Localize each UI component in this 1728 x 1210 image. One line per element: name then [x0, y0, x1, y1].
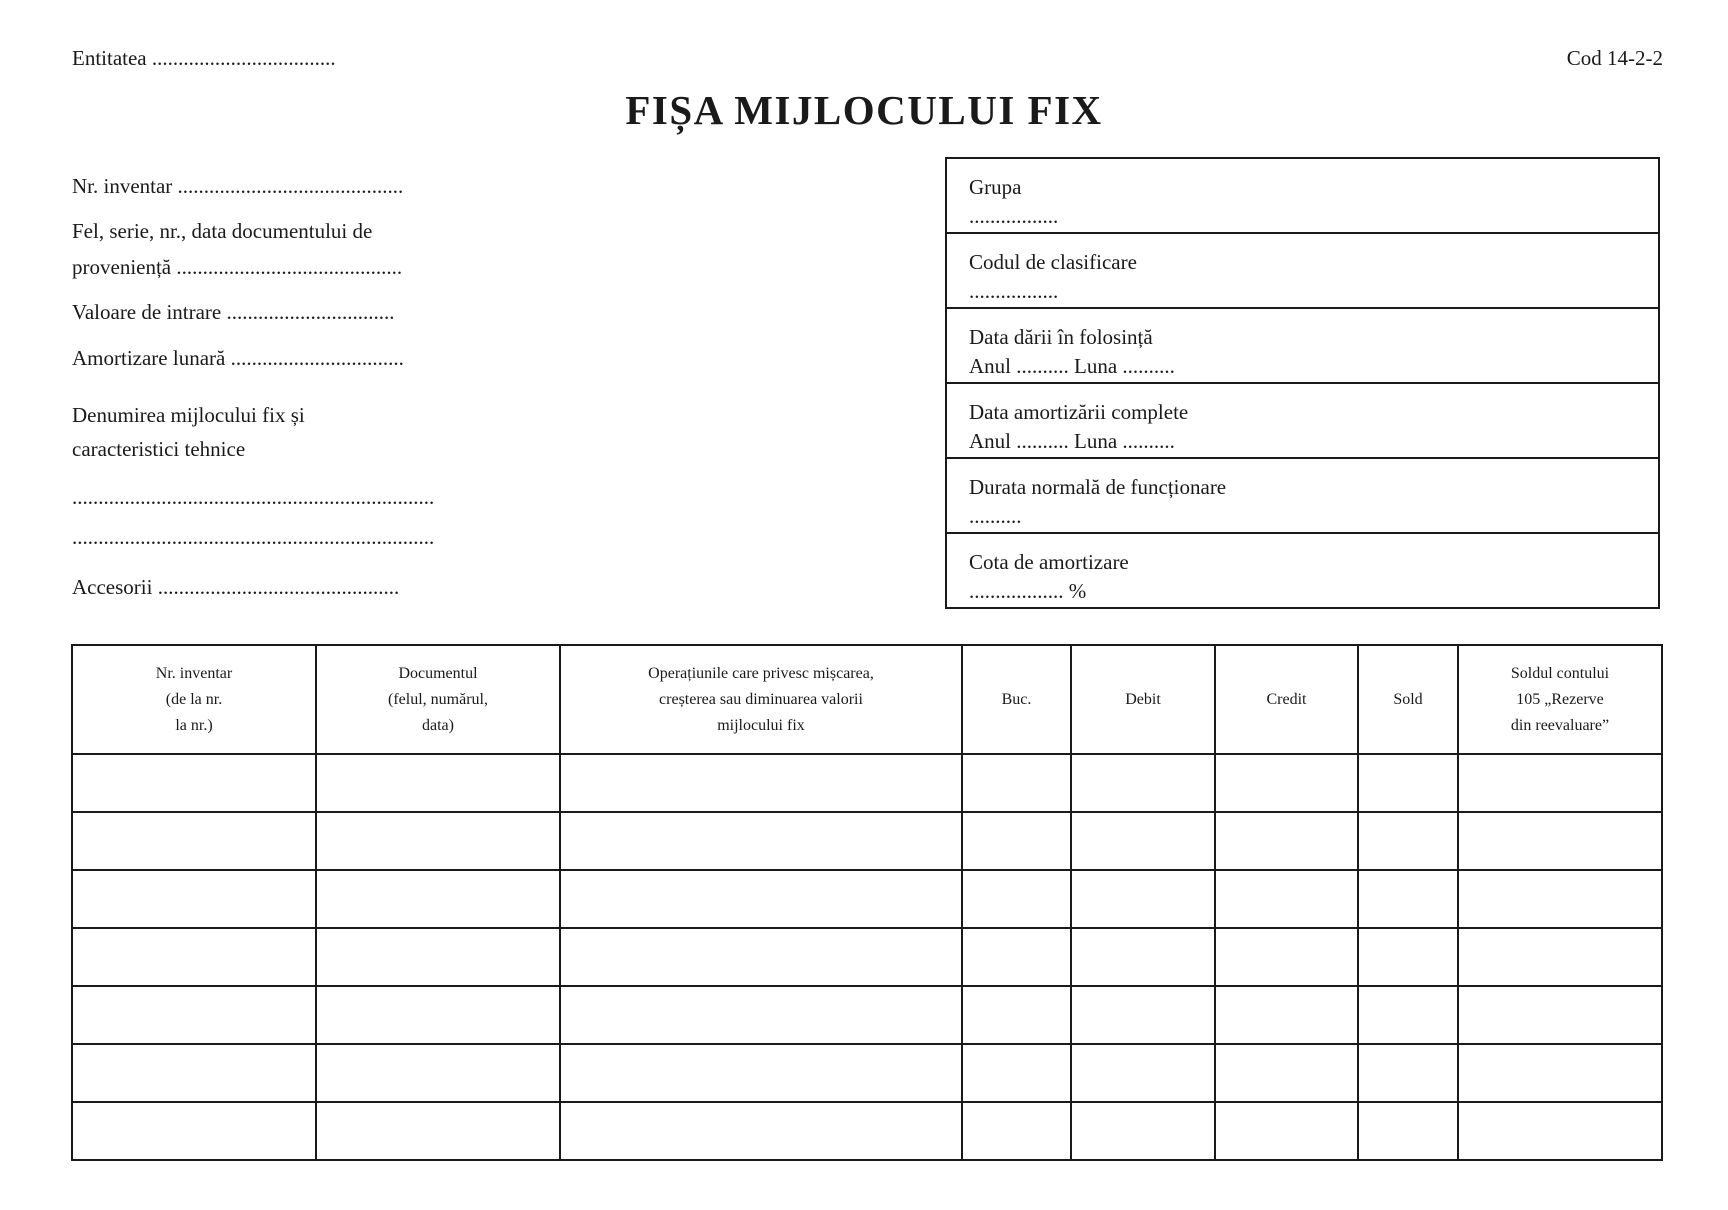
classification-code-value: ................. [969, 279, 1059, 303]
table-cell[interactable] [1458, 870, 1662, 928]
table-cell[interactable] [316, 928, 560, 986]
table-cell[interactable] [1071, 928, 1215, 986]
table-cell[interactable] [72, 928, 316, 986]
table-cell[interactable] [1358, 870, 1458, 928]
table-cell[interactable] [962, 986, 1071, 1044]
table-cell[interactable] [316, 754, 560, 812]
table-cell[interactable] [72, 870, 316, 928]
table-cell[interactable] [1358, 1102, 1458, 1160]
table-cell[interactable] [1071, 754, 1215, 812]
table-cell[interactable] [1215, 928, 1358, 986]
table-cell[interactable] [72, 1044, 316, 1102]
table-cell[interactable] [560, 812, 962, 870]
table-cell[interactable] [1458, 754, 1662, 812]
table-cell[interactable] [1358, 754, 1458, 812]
table-cell[interactable] [1358, 1044, 1458, 1102]
table-cell[interactable] [72, 754, 316, 812]
table-cell[interactable] [560, 754, 962, 812]
table-cell[interactable] [1358, 928, 1458, 986]
asset-description-label-line1: Denumirea mijlocului fix și [72, 403, 305, 427]
table-row [72, 986, 1662, 1044]
table-cell[interactable] [962, 1044, 1071, 1102]
table-cell[interactable] [560, 986, 962, 1044]
group-value: ................. [969, 204, 1059, 228]
form-code: Cod 14-2-2 [1566, 46, 1663, 70]
full-depreciation-date-label: Data amortizării complete [969, 400, 1189, 424]
depreciation-rate-label: Cota de amortizare [969, 550, 1129, 574]
table-cell[interactable] [1358, 986, 1458, 1044]
table-row [72, 870, 1662, 928]
table-cell[interactable] [1071, 870, 1215, 928]
table-cell[interactable] [1458, 1044, 1662, 1102]
column-header-debit: Debit [1071, 645, 1215, 754]
table-cell[interactable] [72, 986, 316, 1044]
entry-value-field: Valoare de intrare ................................ [72, 300, 395, 324]
table-cell[interactable] [316, 986, 560, 1044]
asset-description-blank-line2: ..................................................................... [72, 525, 435, 549]
table-cell[interactable] [560, 928, 962, 986]
table-cell[interactable] [1215, 754, 1358, 812]
table-cell[interactable] [560, 1102, 962, 1160]
table-header-row [72, 645, 1662, 754]
group-label: Grupa [969, 175, 1022, 199]
table-cell[interactable] [316, 812, 560, 870]
table-cell[interactable] [1215, 986, 1358, 1044]
column-header-credit: Credit [1215, 645, 1358, 754]
column-header-operations: Operațiunile care privesc mișcarea, creșterea sau diminuarea valorii mijlocului fix [560, 645, 962, 754]
table-cell[interactable] [1215, 1102, 1358, 1160]
table-cell[interactable] [1458, 928, 1662, 986]
origin-document-field-line2: proveniență ........................................... [72, 255, 403, 279]
full-depreciation-date-cell [947, 384, 1658, 459]
table-cell[interactable] [1071, 812, 1215, 870]
table-cell[interactable] [962, 812, 1071, 870]
commissioning-date-label: Data dării în folosință [969, 325, 1153, 349]
table-cell[interactable] [316, 870, 560, 928]
table-row [72, 1102, 1662, 1160]
table-cell[interactable] [560, 1044, 962, 1102]
column-header-pieces: Buc. [962, 645, 1071, 754]
page-title: FIȘA MIJLOCULUI FIX [625, 87, 1103, 133]
commissioning-date-cell [947, 309, 1658, 384]
origin-document-field-line1: Fel, serie, nr., data documentului de [72, 219, 373, 243]
entity-field: Entitatea ................................... [72, 46, 336, 70]
table-cell[interactable] [962, 928, 1071, 986]
accessories-field: Accesorii .............................................. [72, 575, 400, 599]
asset-description-blank-line1: ..................................................................... [72, 485, 435, 509]
table-row [72, 812, 1662, 870]
table-row [72, 1044, 1662, 1102]
table-cell[interactable] [1358, 812, 1458, 870]
table-cell[interactable] [1071, 1102, 1215, 1160]
column-header-revaluation-reserve: Soldul contului 105 „Rezerve din reevaluare” [1458, 645, 1662, 754]
table-cell[interactable] [72, 1102, 316, 1160]
table-cell[interactable] [1215, 1044, 1358, 1102]
useful-life-label: Durata normală de funcționare [969, 475, 1227, 499]
table-cell[interactable] [1458, 986, 1662, 1044]
table-cell[interactable] [560, 870, 962, 928]
asset-description-label-line2: caracteristici tehnice [72, 437, 246, 461]
column-header-balance: Sold [1358, 645, 1458, 754]
table-cell[interactable] [72, 812, 316, 870]
commissioning-date-value: Anul .......... Luna .......... [969, 354, 1175, 378]
inventory-number-field: Nr. inventar ........................................... [72, 174, 404, 198]
full-depreciation-date-value: Anul .......... Luna .......... [969, 429, 1175, 453]
depreciation-rate-cell [947, 534, 1658, 607]
classification-code-label: Codul de clasificare [969, 250, 1137, 274]
table-cell[interactable] [962, 754, 1071, 812]
table-cell[interactable] [316, 1044, 560, 1102]
group-cell [947, 159, 1658, 234]
useful-life-value: .......... [969, 504, 1022, 528]
table-cell[interactable] [316, 1102, 560, 1160]
column-header-document: Documentul (felul, numărul, data) [316, 645, 560, 754]
table-cell[interactable] [1071, 1044, 1215, 1102]
table-cell[interactable] [1215, 870, 1358, 928]
depreciation-rate-value: .................. % [969, 579, 1087, 603]
asset-info-box [945, 157, 1660, 609]
table-row [72, 928, 1662, 986]
table-cell[interactable] [1071, 986, 1215, 1044]
table-cell[interactable] [962, 1102, 1071, 1160]
classification-code-cell [947, 234, 1658, 309]
table-cell[interactable] [1458, 812, 1662, 870]
table-cell[interactable] [962, 870, 1071, 928]
table-row [72, 754, 1662, 812]
table-cell[interactable] [1458, 1102, 1662, 1160]
ledger-table [71, 644, 1663, 1161]
column-header-inventory: Nr. inventar (de la nr. la nr.) [72, 645, 316, 754]
ledger-body [72, 754, 1662, 1160]
table-cell[interactable] [1215, 812, 1358, 870]
monthly-depreciation-field: Amortizare lunară ................................. [72, 346, 404, 370]
useful-life-cell [947, 459, 1658, 534]
